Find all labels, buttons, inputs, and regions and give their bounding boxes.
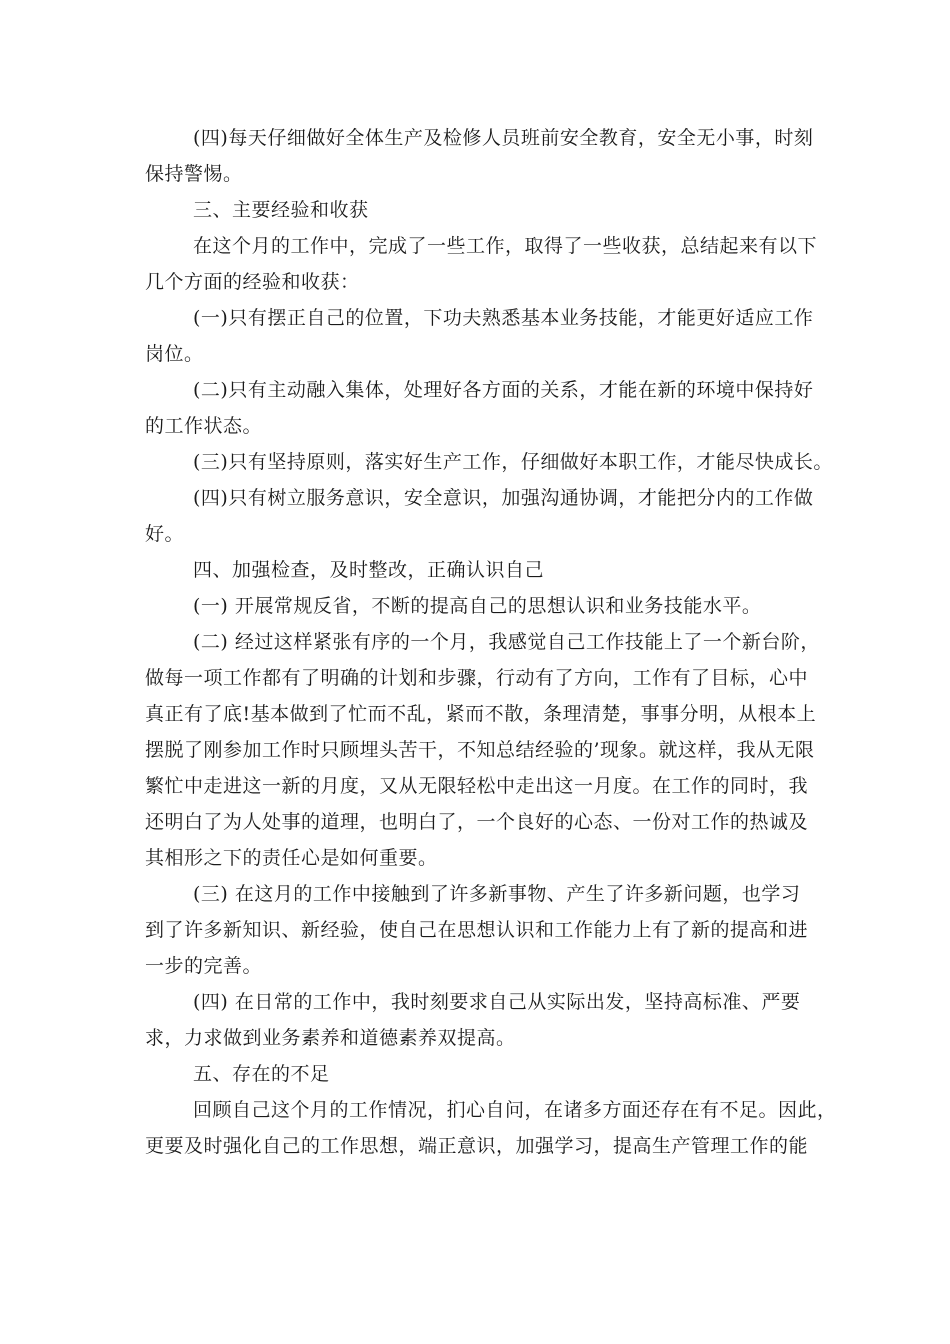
paragraph-line: (四)每天仔细做好全体生产及检修人员班前安全教育，安全无小事，时刻 — [193, 127, 814, 149]
paragraph-line: 还明白了为人处事的道理，也明白了，一个良好的心态、一份对工作的热诚及 — [145, 811, 809, 833]
paragraph-line: 繁忙中走进这一新的月度，又从无限轻松中走出这一月度。在工作的同时，我 — [145, 775, 809, 797]
paragraph-line: 好。 — [145, 523, 185, 545]
paragraph-line: 在这个月的工作中，完成了一些工作，取得了一些收获，总结起来有以下 — [193, 235, 818, 257]
section-heading: 三、主要经验和收获 — [193, 199, 369, 221]
paragraph-line: 岗位。 — [145, 343, 204, 365]
paragraph-line: (四) 在日常的工作中，我时刻要求自己从实际出发，坚持高标准、严要 — [193, 991, 801, 1013]
paragraph-line: 的工作状态。 — [145, 415, 263, 437]
paragraph-line: 做每一项工作都有了明确的计划和步骤，行动有了方向，工作有了目标，心中 — [145, 667, 809, 689]
section-heading: 四、加强检查，及时整改，正确认识自己 — [193, 559, 545, 581]
section-heading: 五、存在的不足 — [193, 1063, 330, 1085]
paragraph-line: (三)只有坚持原则，落实好生产工作，仔细做好本职工作，才能尽快成长。 — [193, 451, 833, 473]
paragraph-line: 几个方面的经验和收获： — [145, 271, 360, 293]
paragraph-line: 更要及时强化自己的工作思想，端正意识，加强学习，提高生产管理工作的能 — [145, 1135, 809, 1157]
paragraph-line: 一步的完善。 — [145, 955, 263, 977]
paragraph-line: (一)只有摆正自己的位置，下功夫熟悉基本业务技能，才能更好适应工作 — [193, 307, 814, 329]
paragraph-line: 保持警惕。 — [145, 163, 243, 185]
paragraph-line: 其相形之下的责任心是如何重要。 — [145, 847, 438, 869]
paragraph-line: (二) 经过这样紧张有序的一个月，我感觉自己工作技能上了一个新台阶， — [193, 631, 820, 653]
paragraph-line: (二)只有主动融入集体，处理好各方面的关系，才能在新的环境中保持好 — [193, 379, 814, 401]
paragraph-line: 摆脱了刚参加工作时只顾埋头苦干，不知总结经验的’现象。就这样，我从无限 — [145, 739, 815, 761]
paragraph-line: (四)只有树立服务意识，安全意识，加强沟通协调，才能把分内的工作做 — [193, 487, 814, 509]
paragraph-line: (一) 开展常规反省，不断的提高自己的思想认识和业务技能水平。 — [193, 595, 762, 617]
paragraph-line: 真正有了底!基本做到了忙而不乱，紧而不散，条理清楚，事事分明，从根本上 — [145, 703, 817, 725]
paragraph-line: (三) 在这月的工作中接触到了许多新事物、产生了许多新问题，也学习 — [193, 883, 801, 905]
paragraph-line: 求，力求做到业务素养和道德素养双提高。 — [145, 1027, 516, 1049]
paragraph-line: 回顾自己这个月的工作情况，扪心自问，在诸多方面还存在有不足。因此， — [193, 1099, 837, 1121]
paragraph-line: 到了许多新知识、新经验，使自己在思想认识和工作能力上有了新的提高和进 — [145, 919, 809, 941]
